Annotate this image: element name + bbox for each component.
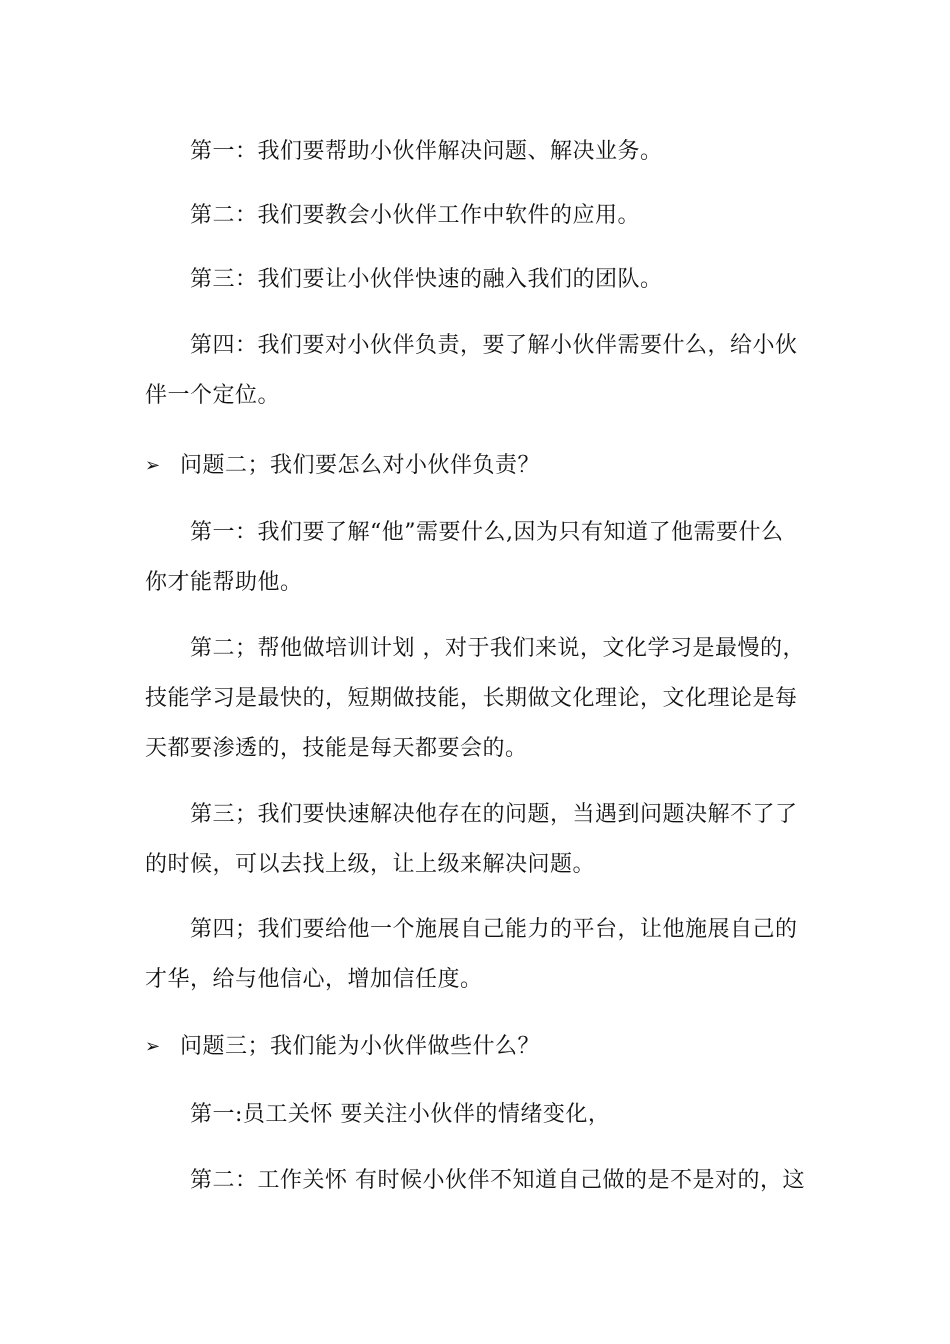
paragraph-line: 第三：我们要让小伙伴快速的融入我们的团队。: [190, 267, 663, 292]
paragraph-line: 技能学习是最快的，短期做技能，长期做文化理论，文化理论是每: [145, 686, 798, 711]
paragraph-line: 你才能帮助他。: [145, 570, 303, 595]
paragraph-line: 才华，给与他信心，增加信任度。: [145, 967, 483, 992]
arrow-bullet-icon: ➢: [145, 1036, 161, 1057]
arrow-bullet-icon: ➢: [145, 455, 161, 476]
section-heading-text: 问题二；我们要怎么对小伙伴负责？: [180, 453, 541, 478]
paragraph-line: 第一：我们要了解“他”需要什么,因为只有知道了他需要什么: [190, 520, 784, 545]
paragraph-line: 第四：我们要对小伙伴负责，要了解小伙伴需要什么，给小伙: [190, 333, 798, 358]
paragraph-line: 伴一个定位。: [145, 383, 281, 408]
paragraph-line: 第一：我们要帮助小伙伴解决问题、解决业务。: [190, 139, 663, 164]
paragraph-line: 第三；我们要快速解决他存在的问题，当遇到问题决解不了了: [190, 802, 798, 827]
paragraph-line: 第二：工作关怀 有时候小伙伴不知道自己做的是不是对的，这: [190, 1168, 805, 1193]
paragraph-line: 第二；帮他做培训计划 ，对于我们来说，文化学习是最慢的，: [190, 636, 805, 661]
paragraph-line: 天都要渗透的，技能是每天都要会的。: [145, 736, 528, 761]
section-heading-text: 问题三；我们能为小伙伴做些什么？: [180, 1034, 541, 1059]
paragraph-line: 第四；我们要给他一个施展自己能力的平台，让他施展自己的: [190, 917, 798, 942]
paragraph-line: 第二：我们要教会小伙伴工作中软件的应用。: [190, 203, 641, 228]
paragraph-line: 第一:员工关怀 要关注小伙伴的情绪变化，: [190, 1102, 611, 1127]
paragraph-line: 的时候，可以去找上级，让上级来解决问题。: [145, 852, 596, 877]
